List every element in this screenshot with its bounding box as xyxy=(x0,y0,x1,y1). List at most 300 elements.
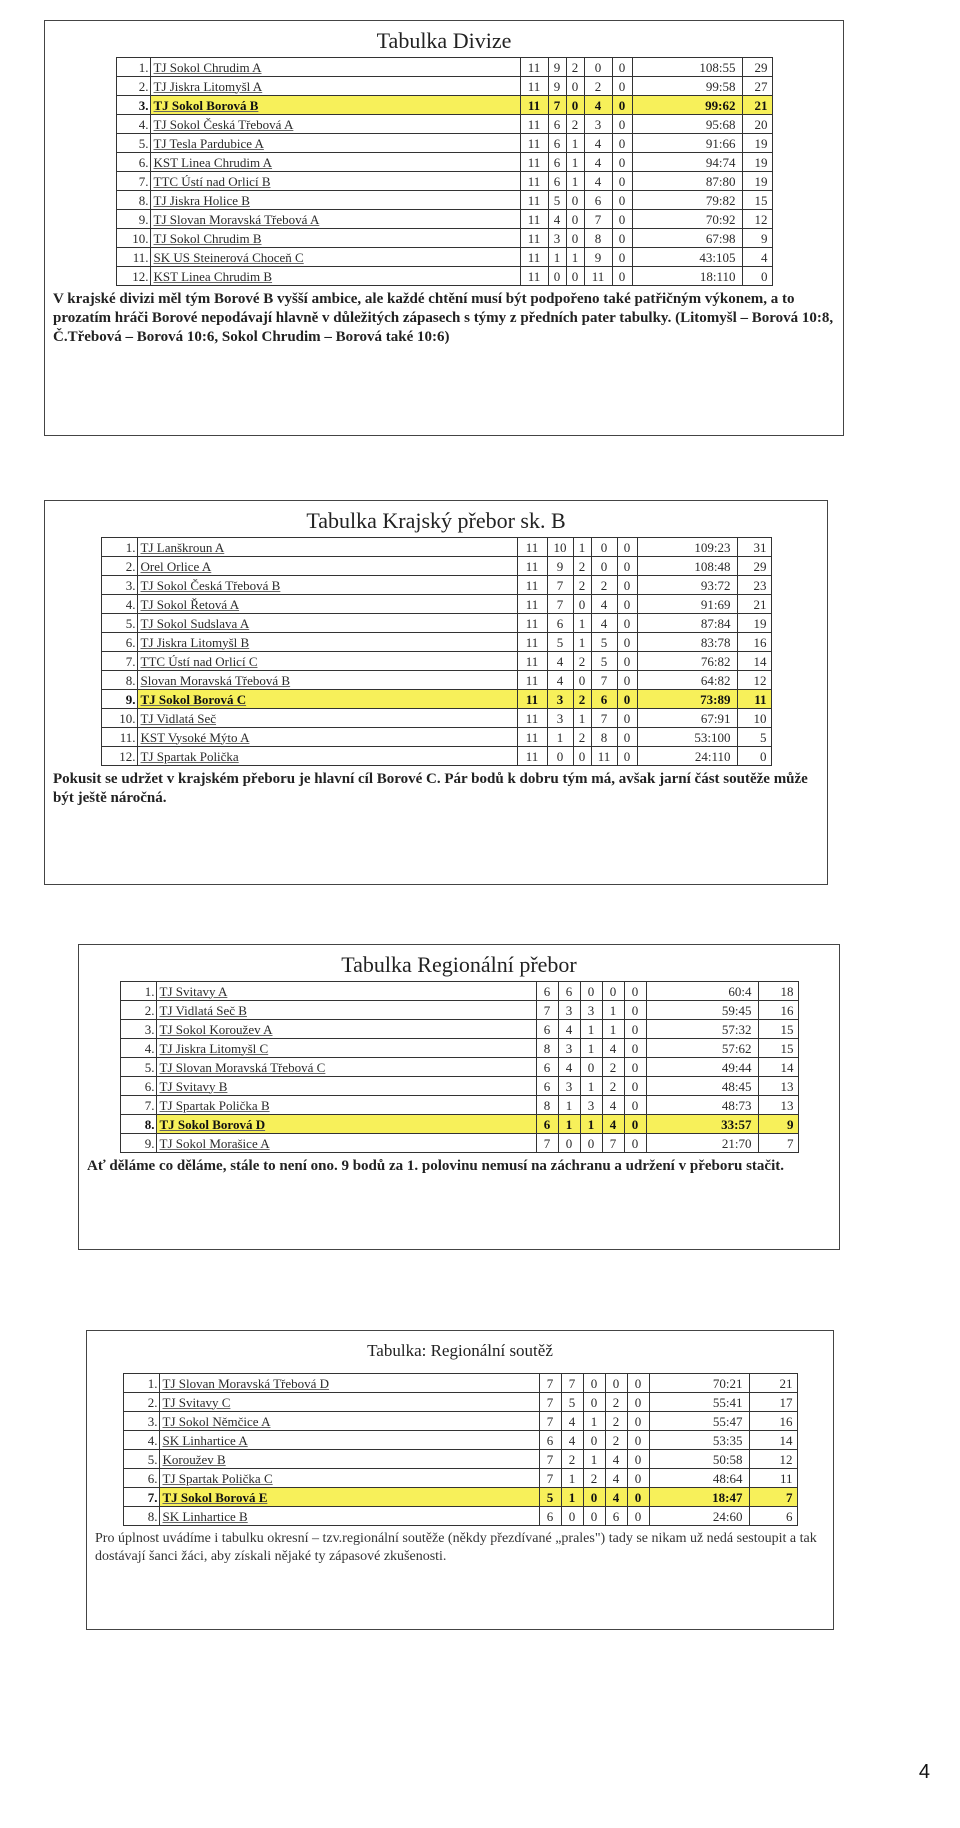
losses: 4 xyxy=(602,1039,624,1058)
table-row xyxy=(123,1469,797,1488)
score: 48:45 xyxy=(646,1077,758,1096)
forfeits: 0 xyxy=(617,671,637,690)
draws: 2 xyxy=(573,576,591,595)
matches-played: 7 xyxy=(536,1001,558,1020)
wins: 4 xyxy=(561,1431,583,1450)
draws: 1 xyxy=(566,134,584,153)
row-position: 1. xyxy=(123,1374,159,1393)
wins: 6 xyxy=(558,982,580,1001)
forfeits: 0 xyxy=(624,982,646,1001)
score: 67:91 xyxy=(637,709,737,728)
score: 91:66 xyxy=(632,134,742,153)
points: 29 xyxy=(742,58,772,77)
points: 23 xyxy=(737,576,771,595)
matches-played: 11 xyxy=(517,709,547,728)
forfeits: 0 xyxy=(624,1096,646,1115)
losses: 11 xyxy=(591,747,617,766)
table-row xyxy=(116,267,772,286)
score: 108:48 xyxy=(637,557,737,576)
table-row xyxy=(101,614,771,633)
wins: 3 xyxy=(548,229,566,248)
row-position: 5. xyxy=(101,614,137,633)
losses: 6 xyxy=(584,191,612,210)
points: 19 xyxy=(742,153,772,172)
score: 57:62 xyxy=(646,1039,758,1058)
score: 57:32 xyxy=(646,1020,758,1039)
draws: 1 xyxy=(580,1077,602,1096)
draws: 1 xyxy=(573,614,591,633)
wins: 1 xyxy=(547,728,573,747)
points: 11 xyxy=(737,690,771,709)
forfeits: 0 xyxy=(624,1134,646,1153)
team-name: TJ Sokol Borová E xyxy=(159,1488,539,1507)
losses: 7 xyxy=(584,210,612,229)
draws: 0 xyxy=(566,229,584,248)
wins: 3 xyxy=(547,709,573,728)
team-name: TJ Slovan Moravská Třebová A xyxy=(150,210,520,229)
forfeits: 0 xyxy=(627,1374,649,1393)
table-row xyxy=(116,153,772,172)
table-row xyxy=(120,1039,798,1058)
draws: 3 xyxy=(580,1001,602,1020)
table-row xyxy=(120,1115,798,1134)
score: 91:69 xyxy=(637,595,737,614)
losses: 2 xyxy=(605,1393,627,1412)
table-note: Ať děláme co děláme, stále to není ono. 9 bodů za 1. polovinu nemusí na záchranu a udržení v přeboru stačit. xyxy=(87,1158,785,1174)
team-name: TJ Spartak Polička xyxy=(137,747,517,766)
table-row xyxy=(101,747,771,766)
points: 0 xyxy=(742,267,772,286)
row-position: 2. xyxy=(116,77,150,96)
wins: 4 xyxy=(561,1412,583,1431)
points: 7 xyxy=(758,1134,798,1153)
losses: 4 xyxy=(605,1469,627,1488)
table-row xyxy=(101,576,771,595)
score: 53:35 xyxy=(649,1431,749,1450)
points: 21 xyxy=(749,1374,797,1393)
points: 16 xyxy=(737,633,771,652)
row-position: 12. xyxy=(101,747,137,766)
table-row xyxy=(101,652,771,671)
losses: 4 xyxy=(584,153,612,172)
row-position: 9. xyxy=(101,690,137,709)
table-row xyxy=(116,58,772,77)
draws: 1 xyxy=(566,248,584,267)
row-position: 5. xyxy=(123,1450,159,1469)
matches-played: 6 xyxy=(536,1115,558,1134)
draws: 0 xyxy=(566,267,584,286)
losses: 8 xyxy=(584,229,612,248)
matches-played: 11 xyxy=(517,614,547,633)
team-name: TJ Sokol Koroužev A xyxy=(156,1020,536,1039)
losses: 4 xyxy=(602,1096,624,1115)
table-row xyxy=(123,1488,797,1507)
points: 15 xyxy=(742,191,772,210)
forfeits: 0 xyxy=(624,1020,646,1039)
draws: 0 xyxy=(573,747,591,766)
points: 15 xyxy=(758,1039,798,1058)
wins: 9 xyxy=(548,77,566,96)
forfeits: 0 xyxy=(617,557,637,576)
wins: 2 xyxy=(561,1450,583,1469)
draws: 0 xyxy=(566,210,584,229)
forfeits: 0 xyxy=(612,58,632,77)
table-row xyxy=(101,728,771,747)
score: 33:57 xyxy=(646,1115,758,1134)
points: 17 xyxy=(749,1393,797,1412)
team-name: SK Linhartice B xyxy=(159,1507,539,1526)
score: 60:4 xyxy=(646,982,758,1001)
losses: 4 xyxy=(584,134,612,153)
row-position: 8. xyxy=(101,671,137,690)
points: 4 xyxy=(742,248,772,267)
wins: 0 xyxy=(561,1507,583,1526)
forfeits: 0 xyxy=(627,1469,649,1488)
table-row xyxy=(120,1058,798,1077)
table-row xyxy=(101,671,771,690)
team-name: TJ Slovan Moravská Třebová D xyxy=(159,1374,539,1393)
losses: 4 xyxy=(605,1450,627,1469)
row-position: 5. xyxy=(116,134,150,153)
points: 7 xyxy=(749,1488,797,1507)
points: 21 xyxy=(742,96,772,115)
table-row xyxy=(123,1431,797,1450)
draws: 0 xyxy=(583,1507,605,1526)
row-position: 7. xyxy=(123,1488,159,1507)
team-name: SK Linhartice A xyxy=(159,1431,539,1450)
score: 24:110 xyxy=(637,747,737,766)
score: 87:80 xyxy=(632,172,742,191)
row-position: 11. xyxy=(101,728,137,747)
team-name: SK US Steinerová Choceň C xyxy=(150,248,520,267)
draws: 0 xyxy=(573,671,591,690)
team-name: TJ Lanškroun A xyxy=(137,538,517,557)
forfeits: 0 xyxy=(617,690,637,709)
row-position: 5. xyxy=(120,1058,156,1077)
losses: 8 xyxy=(591,728,617,747)
team-name: KST Vysoké Mýto A xyxy=(137,728,517,747)
matches-played: 11 xyxy=(517,557,547,576)
score: 67:98 xyxy=(632,229,742,248)
table-row xyxy=(101,595,771,614)
team-name: TJ Svitavy A xyxy=(156,982,536,1001)
row-position: 6. xyxy=(116,153,150,172)
wins: 3 xyxy=(558,1077,580,1096)
wins: 4 xyxy=(548,210,566,229)
forfeits: 0 xyxy=(627,1431,649,1450)
forfeits: 0 xyxy=(617,614,637,633)
table-row xyxy=(120,1096,798,1115)
team-name: Koroužev B xyxy=(159,1450,539,1469)
draws: 0 xyxy=(580,1058,602,1077)
forfeits: 0 xyxy=(617,728,637,747)
matches-played: 11 xyxy=(520,153,548,172)
points: 10 xyxy=(737,709,771,728)
wins: 1 xyxy=(561,1488,583,1507)
losses: 4 xyxy=(584,96,612,115)
matches-played: 11 xyxy=(517,538,547,557)
draws: 2 xyxy=(573,557,591,576)
draws: 1 xyxy=(573,709,591,728)
points: 16 xyxy=(749,1412,797,1431)
points: 18 xyxy=(758,982,798,1001)
forfeits: 0 xyxy=(624,1001,646,1020)
score: 70:21 xyxy=(649,1374,749,1393)
draws: 2 xyxy=(573,690,591,709)
wins: 3 xyxy=(558,1039,580,1058)
matches-played: 11 xyxy=(520,134,548,153)
forfeits: 0 xyxy=(612,229,632,248)
table-row xyxy=(116,229,772,248)
matches-played: 5 xyxy=(539,1488,561,1507)
row-position: 8. xyxy=(116,191,150,210)
draws: 2 xyxy=(583,1469,605,1488)
losses: 4 xyxy=(605,1488,627,1507)
wins: 7 xyxy=(561,1374,583,1393)
table-row xyxy=(120,1134,798,1153)
score: 64:82 xyxy=(637,671,737,690)
score: 83:78 xyxy=(637,633,737,652)
row-position: 9. xyxy=(120,1134,156,1153)
row-position: 9. xyxy=(116,210,150,229)
table-row xyxy=(101,538,771,557)
draws: 0 xyxy=(566,191,584,210)
table-row xyxy=(116,248,772,267)
matches-played: 11 xyxy=(520,210,548,229)
wins: 5 xyxy=(548,191,566,210)
row-position: 3. xyxy=(116,96,150,115)
wins: 1 xyxy=(558,1115,580,1134)
points: 14 xyxy=(749,1431,797,1450)
score: 59:45 xyxy=(646,1001,758,1020)
matches-played: 11 xyxy=(520,77,548,96)
draws: 0 xyxy=(583,1431,605,1450)
table-row xyxy=(120,1020,798,1039)
points: 19 xyxy=(742,172,772,191)
matches-played: 6 xyxy=(536,1077,558,1096)
losses: 0 xyxy=(591,538,617,557)
draws: 0 xyxy=(573,595,591,614)
wins: 4 xyxy=(558,1058,580,1077)
score: 18:110 xyxy=(632,267,742,286)
team-name: TJ Sokol Borová B xyxy=(150,96,520,115)
points: 14 xyxy=(737,652,771,671)
matches-played: 6 xyxy=(536,982,558,1001)
team-name: TJ Sokol Česká Třebová B xyxy=(137,576,517,595)
table-row xyxy=(123,1412,797,1431)
wins: 5 xyxy=(547,633,573,652)
losses: 4 xyxy=(584,172,612,191)
team-name: TJ Spartak Polička C xyxy=(159,1469,539,1488)
forfeits: 0 xyxy=(617,595,637,614)
forfeits: 0 xyxy=(612,96,632,115)
wins: 6 xyxy=(548,134,566,153)
table-box-krajsky-prebor xyxy=(44,500,828,885)
losses: 0 xyxy=(602,982,624,1001)
points: 13 xyxy=(758,1096,798,1115)
losses: 3 xyxy=(584,115,612,134)
wins: 4 xyxy=(547,671,573,690)
wins: 3 xyxy=(547,690,573,709)
matches-played: 11 xyxy=(520,229,548,248)
score: 99:58 xyxy=(632,77,742,96)
matches-played: 7 xyxy=(539,1412,561,1431)
points: 9 xyxy=(758,1115,798,1134)
row-position: 7. xyxy=(116,172,150,191)
losses: 11 xyxy=(584,267,612,286)
draws: 0 xyxy=(580,982,602,1001)
team-name: TTC Ústí nad Orlicí B xyxy=(150,172,520,191)
matches-played: 11 xyxy=(517,671,547,690)
losses: 7 xyxy=(591,671,617,690)
matches-played: 11 xyxy=(520,96,548,115)
wins: 0 xyxy=(548,267,566,286)
score: 94:74 xyxy=(632,153,742,172)
forfeits: 0 xyxy=(627,1488,649,1507)
matches-played: 11 xyxy=(517,728,547,747)
losses: 2 xyxy=(602,1077,624,1096)
wins: 3 xyxy=(558,1001,580,1020)
forfeits: 0 xyxy=(617,652,637,671)
matches-played: 8 xyxy=(536,1096,558,1115)
draws: 0 xyxy=(566,96,584,115)
points: 20 xyxy=(742,115,772,134)
table-note: Pro úplnost uvádíme i tabulku okresní – tzv.regionální soutěže (někdy přezdívané „prales") tady se nikam už nedá sestoupit a tak dostávají šanci žáci, aby získali nějaké ty zápasové zkušenosti. xyxy=(95,1531,817,1564)
losses: 2 xyxy=(584,77,612,96)
losses: 4 xyxy=(602,1115,624,1134)
team-name: TJ Jiskra Litomyšl C xyxy=(156,1039,536,1058)
losses: 2 xyxy=(605,1412,627,1431)
draws: 1 xyxy=(566,153,584,172)
draws: 1 xyxy=(580,1020,602,1039)
row-position: 7. xyxy=(101,652,137,671)
forfeits: 0 xyxy=(624,1115,646,1134)
score: 87:84 xyxy=(637,614,737,633)
row-position: 8. xyxy=(120,1115,156,1134)
draws: 2 xyxy=(566,115,584,134)
wins: 7 xyxy=(547,576,573,595)
draws: 0 xyxy=(566,77,584,96)
table-title: Tabulka Krajský přebor sk. B xyxy=(306,508,566,533)
standings-table xyxy=(123,1373,798,1526)
forfeits: 0 xyxy=(627,1412,649,1431)
team-name: KST Linea Chrudim A xyxy=(150,153,520,172)
row-position: 2. xyxy=(123,1393,159,1412)
score: 48:73 xyxy=(646,1096,758,1115)
standings-table xyxy=(120,981,799,1153)
table-row xyxy=(101,709,771,728)
row-position: 3. xyxy=(123,1412,159,1431)
points: 27 xyxy=(742,77,772,96)
team-name: TJ Sokol Borová D xyxy=(156,1115,536,1134)
team-name: TJ Jiskra Litomyšl B xyxy=(137,633,517,652)
draws: 1 xyxy=(580,1039,602,1058)
row-position: 4. xyxy=(123,1431,159,1450)
points: 14 xyxy=(758,1058,798,1077)
draws: 1 xyxy=(583,1412,605,1431)
page-number: 4 xyxy=(918,1761,930,1783)
losses: 5 xyxy=(591,652,617,671)
losses: 5 xyxy=(591,633,617,652)
forfeits: 0 xyxy=(624,1039,646,1058)
draws: 0 xyxy=(583,1393,605,1412)
table-row xyxy=(120,1001,798,1020)
draws: 1 xyxy=(566,172,584,191)
team-name: TJ Sokol Chrudim B xyxy=(150,229,520,248)
row-position: 2. xyxy=(120,1001,156,1020)
forfeits: 0 xyxy=(617,576,637,595)
matches-played: 7 xyxy=(539,1393,561,1412)
table-row xyxy=(116,115,772,134)
matches-played: 11 xyxy=(517,690,547,709)
matches-played: 7 xyxy=(539,1374,561,1393)
losses: 6 xyxy=(605,1507,627,1526)
team-name: TJ Sokol Němčice A xyxy=(159,1412,539,1431)
draws: 0 xyxy=(583,1488,605,1507)
team-name: TJ Slovan Moravská Třebová C xyxy=(156,1058,536,1077)
team-name: TJ Sokol Chrudim A xyxy=(150,58,520,77)
row-position: 10. xyxy=(116,229,150,248)
draws: 3 xyxy=(580,1096,602,1115)
table-title: Tabulka Regionální přebor xyxy=(341,952,577,977)
score: 48:64 xyxy=(649,1469,749,1488)
wins: 1 xyxy=(561,1469,583,1488)
draws: 2 xyxy=(573,728,591,747)
forfeits: 0 xyxy=(617,747,637,766)
matches-played: 11 xyxy=(520,267,548,286)
score: 50:58 xyxy=(649,1450,749,1469)
points: 19 xyxy=(737,614,771,633)
matches-played: 7 xyxy=(536,1134,558,1153)
matches-played: 11 xyxy=(520,191,548,210)
points: 19 xyxy=(742,134,772,153)
losses: 6 xyxy=(591,690,617,709)
table-title: Tabulka Divize xyxy=(376,28,512,53)
score: 79:82 xyxy=(632,191,742,210)
score: 109:23 xyxy=(637,538,737,557)
table-note: V krajské divizi měl tým Borové B vyšší ambice, ale každé chtění musí být podpořeno také patřičným výkonem, a to prozatím hráči Borové nepodávají hlavně v důležitých zápasech s týmy z předních pater tabulky. (Litomyšl – Borová 10:8, Č.Třebová – Borová 10:6, Sokol Chrudim – Borová také 10:6) xyxy=(53,291,834,345)
draws: 1 xyxy=(573,633,591,652)
matches-played: 6 xyxy=(539,1431,561,1450)
table-row xyxy=(120,982,798,1001)
forfeits: 0 xyxy=(624,1077,646,1096)
table-box-regionalni-soutez xyxy=(86,1330,834,1630)
row-position: 4. xyxy=(116,115,150,134)
team-name: TJ Svitavy B xyxy=(156,1077,536,1096)
losses: 1 xyxy=(602,1020,624,1039)
wins: 1 xyxy=(558,1096,580,1115)
draws: 1 xyxy=(573,538,591,557)
score: 99:62 xyxy=(632,96,742,115)
wins: 0 xyxy=(547,747,573,766)
row-position: 4. xyxy=(120,1039,156,1058)
matches-played: 11 xyxy=(517,747,547,766)
losses: 4 xyxy=(591,595,617,614)
table-row xyxy=(120,1077,798,1096)
draws: 1 xyxy=(583,1450,605,1469)
team-name: TJ Sokol Řetová A xyxy=(137,595,517,614)
points: 21 xyxy=(737,595,771,614)
table-row xyxy=(116,134,772,153)
points: 5 xyxy=(737,728,771,747)
wins: 0 xyxy=(558,1134,580,1153)
forfeits: 0 xyxy=(612,134,632,153)
team-name: TJ Vidlatá Seč xyxy=(137,709,517,728)
standings-table xyxy=(101,537,772,766)
row-position: 3. xyxy=(120,1020,156,1039)
wins: 1 xyxy=(548,248,566,267)
score: 43:105 xyxy=(632,248,742,267)
